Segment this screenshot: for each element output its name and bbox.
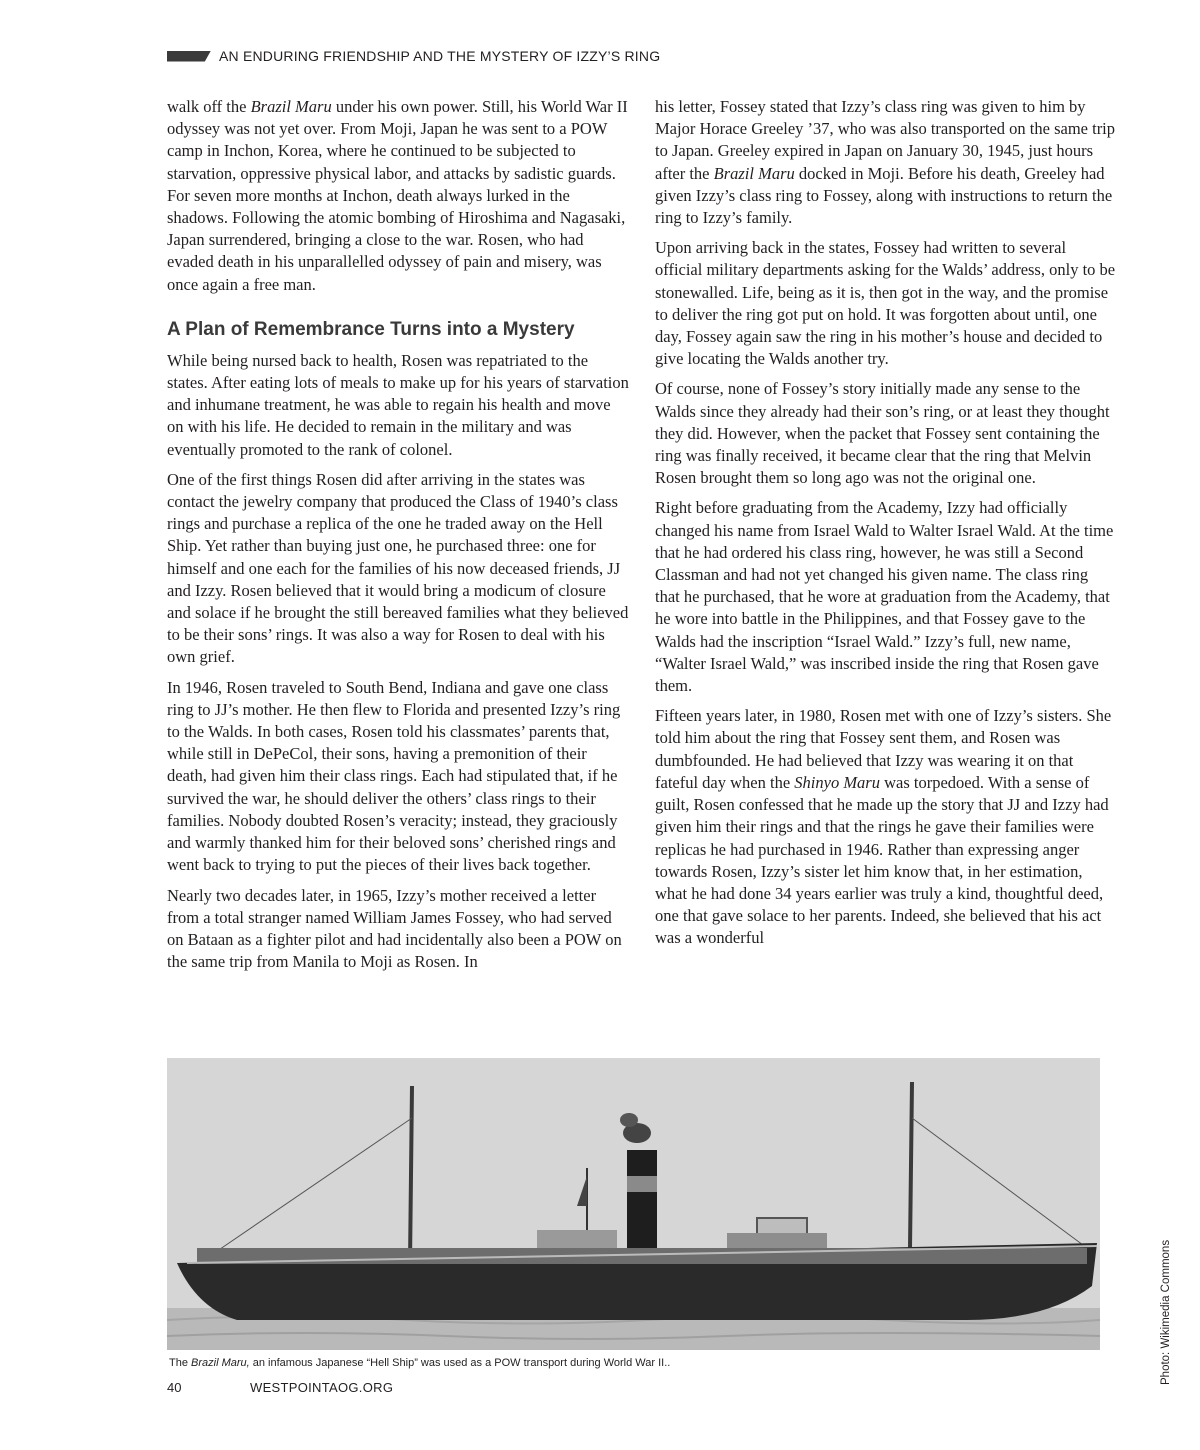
page-number: 40 <box>167 1380 182 1395</box>
figure-caption: The Brazil Maru, an infamous Japanese “Hell Ship” was used as a POW transport during World War II.. <box>169 1357 671 1369</box>
paragraph: his letter, Fossey stated that Izzy’s class ring was given to him by Major Horace Greeley ’37, who was also transported on the same trip to Japan. Greeley expired in Japan on January 30, 1945, just hours after the Brazil Maru docked in Moji. Before his death, Greeley had given Izzy’s class ring to Fossey, along with instructions to return the ring to Izzy’s family. <box>655 97 1116 228</box>
paragraph: Right before graduating from the Academy, Izzy had officially changed his name from Israel Wald to Walter Israel Wald. At the time that he had ordered his class ring, however, he was still a Second Classman and had not yet changed his given name. The class ring that he purchased, that he wore at graduation from the Academy, that he wore into battle in the Philippines, and that Fossey gave to the Walds had the inscription “Israel Wald.” Izzy’s full, new name, “Walter Israel Wald,” was inscribed inside the ring that Rosen gave them. <box>655 498 1114 696</box>
paragraph: walk off the Brazil Maru under his own power. Still, his World War II odyssey was not yet over. From Moji, Japan he was sent to a POW camp in Inchon, Korea, where he continued to be subjected to starvation, oppressive physical labor, and attacks by sadistic guards. For seven more months at Inchon, death always lurked in the shadows. Following the atomic bombing of Hiroshima and Nagasaki, Japan surrendered, bringing a close to the war. Rosen, who had evaded death in his unparallelled odyssey of pain and misery, was once again a free man. <box>167 97 628 294</box>
paragraph: Upon arriving back in the states, Fossey had written to several official military departments asking for the Walds’ address, only to be stonewalled. Life, being as it is, then got in the way, and the promise to deliver the ring got put on hold. It was forgotten about until, one day, Fossey again saw the ring in his mother’s house and decided to give locating the Walds another try. <box>655 238 1116 369</box>
running-header <box>167 46 660 66</box>
ship-name: Brazil Maru <box>713 163 795 183</box>
paragraph: Of course, none of Fossey’s story initially made any sense to the Walds since they already had their son’s ring, or at least they thought they did. However, when the packet that Fossey sent containing the ring was finally received, it became clear that the ring that Melvin Rosen brought them so long ago was not the original one. <box>655 379 1110 488</box>
paragraph: In 1946, Rosen traveled to South Bend, Indiana and gave one class ring to JJ’s mother. He then flew to Florida and presented Izzy’s ring to the Walds. In both cases, Rosen told his classmates’ parents that, while still in DePeCol, their sons, having a premonition of their death, had given him their class rings. Each had stipulated that, if he survived the war, he should deliver the others’ class rings to their families. Nobody doubted Rosen’s veracity; instead, they graciously and warmly thanked him for their beloved sons’ cherished rings and went back to trying to put the pieces of their lives back together. <box>167 677 621 875</box>
footer-website: WESTPOINTAOG.ORG <box>250 1380 394 1395</box>
right-column <box>655 96 1117 958</box>
paragraph: While being nursed back to health, Rosen was repatriated to the states. After eating lots of meals to make up for his years of starvation and inhumane treatment, he was able to regain his health and move on with his life. He decided to remain in the military and was eventually promoted to the rank of colonel. <box>167 350 629 459</box>
ship-name: Brazil Maru, <box>191 1357 250 1369</box>
ship-illustration <box>167 1058 1100 1350</box>
photo-credit: Photo: Wikimedia Commons <box>1160 1239 1172 1385</box>
header-bar-graphic <box>167 51 211 62</box>
ship-name: Brazil Maru <box>250 97 332 116</box>
ship-photo <box>167 1058 1100 1350</box>
section-heading: A Plan of Remembrance Turns into a Mystery <box>167 318 575 340</box>
paragraph: Nearly two decades later, in 1965, Izzy’s mother received a letter from a total stranger named William James Fossey, who had served on Bataan as a fighter pilot and had incidentally also been a POW on the same trip from Manila to Moji as Rosen. In <box>167 885 622 972</box>
paragraph: Fifteen years later, in 1980, Rosen met with one of Izzy’s sisters. She told him about the ring that Fossey sent them, and Rosen was dumbfounded. He had believed that Izzy was wearing it on that fateful day when the Shinyo Maru was torpedoed. With a sense of guilt, Rosen confessed that he made up the story that JJ and Izzy had given him their rings and that the rings he gave their families were replicas he had purchased in 1946. Rather than expressing anger towards Rosen, Izzy’s sister let him know that, in her estimation, what he had done 34 years earlier was truly a kind, thoughtful deed, one that gave solace to her parents. Indeed, she believed that his act was a wonderful <box>655 706 1112 948</box>
left-column <box>167 96 629 981</box>
paragraph: One of the first things Rosen did after arriving in the states was contact the jewelry company that produced the Class of 1940’s class rings and purchase a replica of the one he traded away on the Hell Ship. Yet rather than buying just one, he purchased three: one for himself and one each for the families of his now deceased friends, JJ and Izzy. Rosen believed that it would bring a modicum of closure and solace if he brought the still bereaved families what they believed to be their sons’ rings. It was also a way for Rosen to deal with his own grief. <box>167 469 629 667</box>
ship-name: Shinyo Maru <box>794 772 880 792</box>
running-header-title: AN ENDURING FRIENDSHIP AND THE MYSTERY OF IZZY’S RING <box>219 48 661 64</box>
